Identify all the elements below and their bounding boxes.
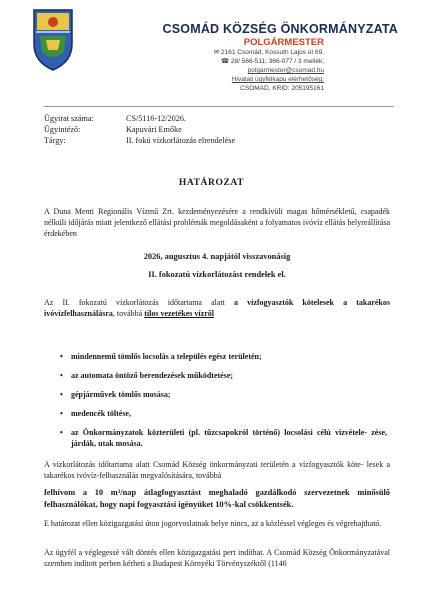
bullet-icon: • xyxy=(60,352,63,361)
portal-label: Hivatali ügyfélkapu elérhetőség: xyxy=(231,76,324,83)
document-title: HATÁROZAT xyxy=(178,178,245,188)
meta-key: Tárgy: xyxy=(44,136,66,145)
date-line: 2026, augusztus 4. napjától visszavonásig xyxy=(143,252,291,261)
meta-row-administrator xyxy=(44,124,235,135)
document-page: CSOMÁD KÖZSÉG ÖNKORMÁNYZATA POLGÁRMESTER ✉ 2161 Csomád, Kossuth Lajos út 69. ☎ 28/ 566-511; 366-077 / 3 mellék; polgarmester@csomad.hu Hivatali ügyfélkapu elérhetőség: CSOMAD, KRID: 205195161 Ügyirat száma: CS/5116-12/2026. Ügyintéző: Kapuvári Emőke Tárgy: II. fokú vízkorlátozás elrendelése HATÁROZAT A Duna Menti Regionális Vízmű Zrt. kezdeményezésére a rendkívüli magas hőmérsékletű, csapadék nélküli időjárás miatt jelentkező ellátási problémák megoldásaként a folyamatos ivóvíz ellátás helyreállítása érdekében 2026, augusztus 4. napjától visszavonásig II. fokozatú vízkorlátozást rendelek el. Az II. fokozatú vízkorlátozás időtartama alatt a vízfogyasztók kötelesek a takarékos ivóvízfelhasználásra, továbbá tilos vezetékes vízről • mindennemű tömlős locsolás a település egész területén; • az automata öntöző berendezések működtetése; • gépjárművek tömlős mosása; • medencék töltése, • az Önkormányzatok közterületi (pl. tűzcsapokról történő) locsolási célú vízvétele- zése, járdák, utak mosása. A vízkorlátozás időtartama alatt Csomád Község önkormányzati területén a vízfogyasztók köte- lesek a takarékos ivóvíz-felhasználás megvalósítására, továbbá felhívom a 10 m³/nap átlagfogyasztást meghaladó gazdálkodó szervezetnek minősülő felhasználókat, hogy napi fogyasztási igényüket 10%-kal csökkentsék. E határozat ellen közigazgatási úton jogorvoslatnak helye nincs, az a közléssel végleges és végrehajtható. Az ügyfél a véglegessé vált döntés ellen közigazgatási pert indíthat. A Csomád Község Önkormányzatával szemben indított perben kérheti a Budapest Környéki Törvényszéktől (1146 xyxy=(0,0,423,607)
restriction-text-c: , továbbá xyxy=(112,309,145,318)
address-line: ✉ 2161 Csomád, Kossuth Lajos út 69. xyxy=(213,49,324,56)
letterhead xyxy=(98,22,398,93)
meta-key: Ügyintéző: xyxy=(44,125,81,134)
bullet-icon: • xyxy=(60,409,63,418)
phone-line: ☎ 28/ 566-511; 366-077 / 3 mellék; xyxy=(220,58,324,65)
meta-key: Ügyirat száma: xyxy=(44,114,94,123)
meta-value: Kapuvári Emőke xyxy=(126,125,182,134)
bullet-icon: • xyxy=(60,371,63,380)
header-divider xyxy=(44,106,394,107)
bullet-icon: • xyxy=(60,428,63,437)
email-link[interactable]: polgarmester@csomad.hu xyxy=(247,67,324,74)
meta-value: II. fokú vízkorlátozás elrendelése xyxy=(126,136,236,145)
meta-row-subject xyxy=(44,135,235,146)
meta-row-case-number xyxy=(44,113,235,124)
case-metadata xyxy=(44,113,235,146)
office-title: POLGÁRMESTER xyxy=(243,37,324,48)
restriction-text-b: a vízfogyasztók kötelesek a takarékos ivóvízfelhasználásra xyxy=(44,298,390,318)
intro-paragraph: A Duna Menti Regionális Vízmű Zrt. kezdeményezésére a rendkívüli magas hőmérsékletű, csapadék nélküli időjárás miatt jelentkező ellátási problémák megoldásaként a folyamatos ivóvíz ellátás helyreállítása érdekében xyxy=(44,207,390,238)
order-line: II. fokozatú vízkorlátozást rendelek el. xyxy=(148,270,286,279)
krid-line: CSOMAD, KRID: 205195161 xyxy=(240,85,324,92)
coat-of-arms-logo xyxy=(30,6,76,72)
restriction-paragraph xyxy=(44,297,390,319)
organization-name: CSOMÁD KÖZSÉG ÖNKORMÁNYZATA xyxy=(162,22,398,36)
bullet-icon: • xyxy=(60,390,63,399)
meta-value: CS/5116-12/2026. xyxy=(126,114,186,123)
restriction-text-a: Az II. fokozatú vízkorlátozás időtartama alatt xyxy=(44,298,225,307)
restriction-text-d: tilos vezetékes vízről xyxy=(144,309,214,318)
paragraph-appeal: Az ügyfél a véglegessé vált döntés ellen közigazgatási pert indíthat. A Csomád Község Önkormányzatával szemben indított perben kérheti a Budapest Környéki Törvényszéktől (1146 xyxy=(44,548,390,568)
paragraph-obligations: A vízkorlátozás időtartama alatt Csomád Község önkormányzati területén a vízfogyasztók köte- lesek a takarékos ivóvíz-felhasználás megvalósítására, továbbá xyxy=(44,460,390,480)
paragraph-large-consumers: felhívom a 10 m³/nap átlagfogyasztást meghaladó gazdálkodó szervezetnek minősülő felhasználókat, hogy napi fogyasztási igényüket 10%-kal csökkentsék. xyxy=(44,488,390,509)
paragraph-finality: E határozat ellen közigazgatási úton jogorvoslatnak helye nincs, az a közléssel végleges és végrehajtható. xyxy=(44,519,382,528)
